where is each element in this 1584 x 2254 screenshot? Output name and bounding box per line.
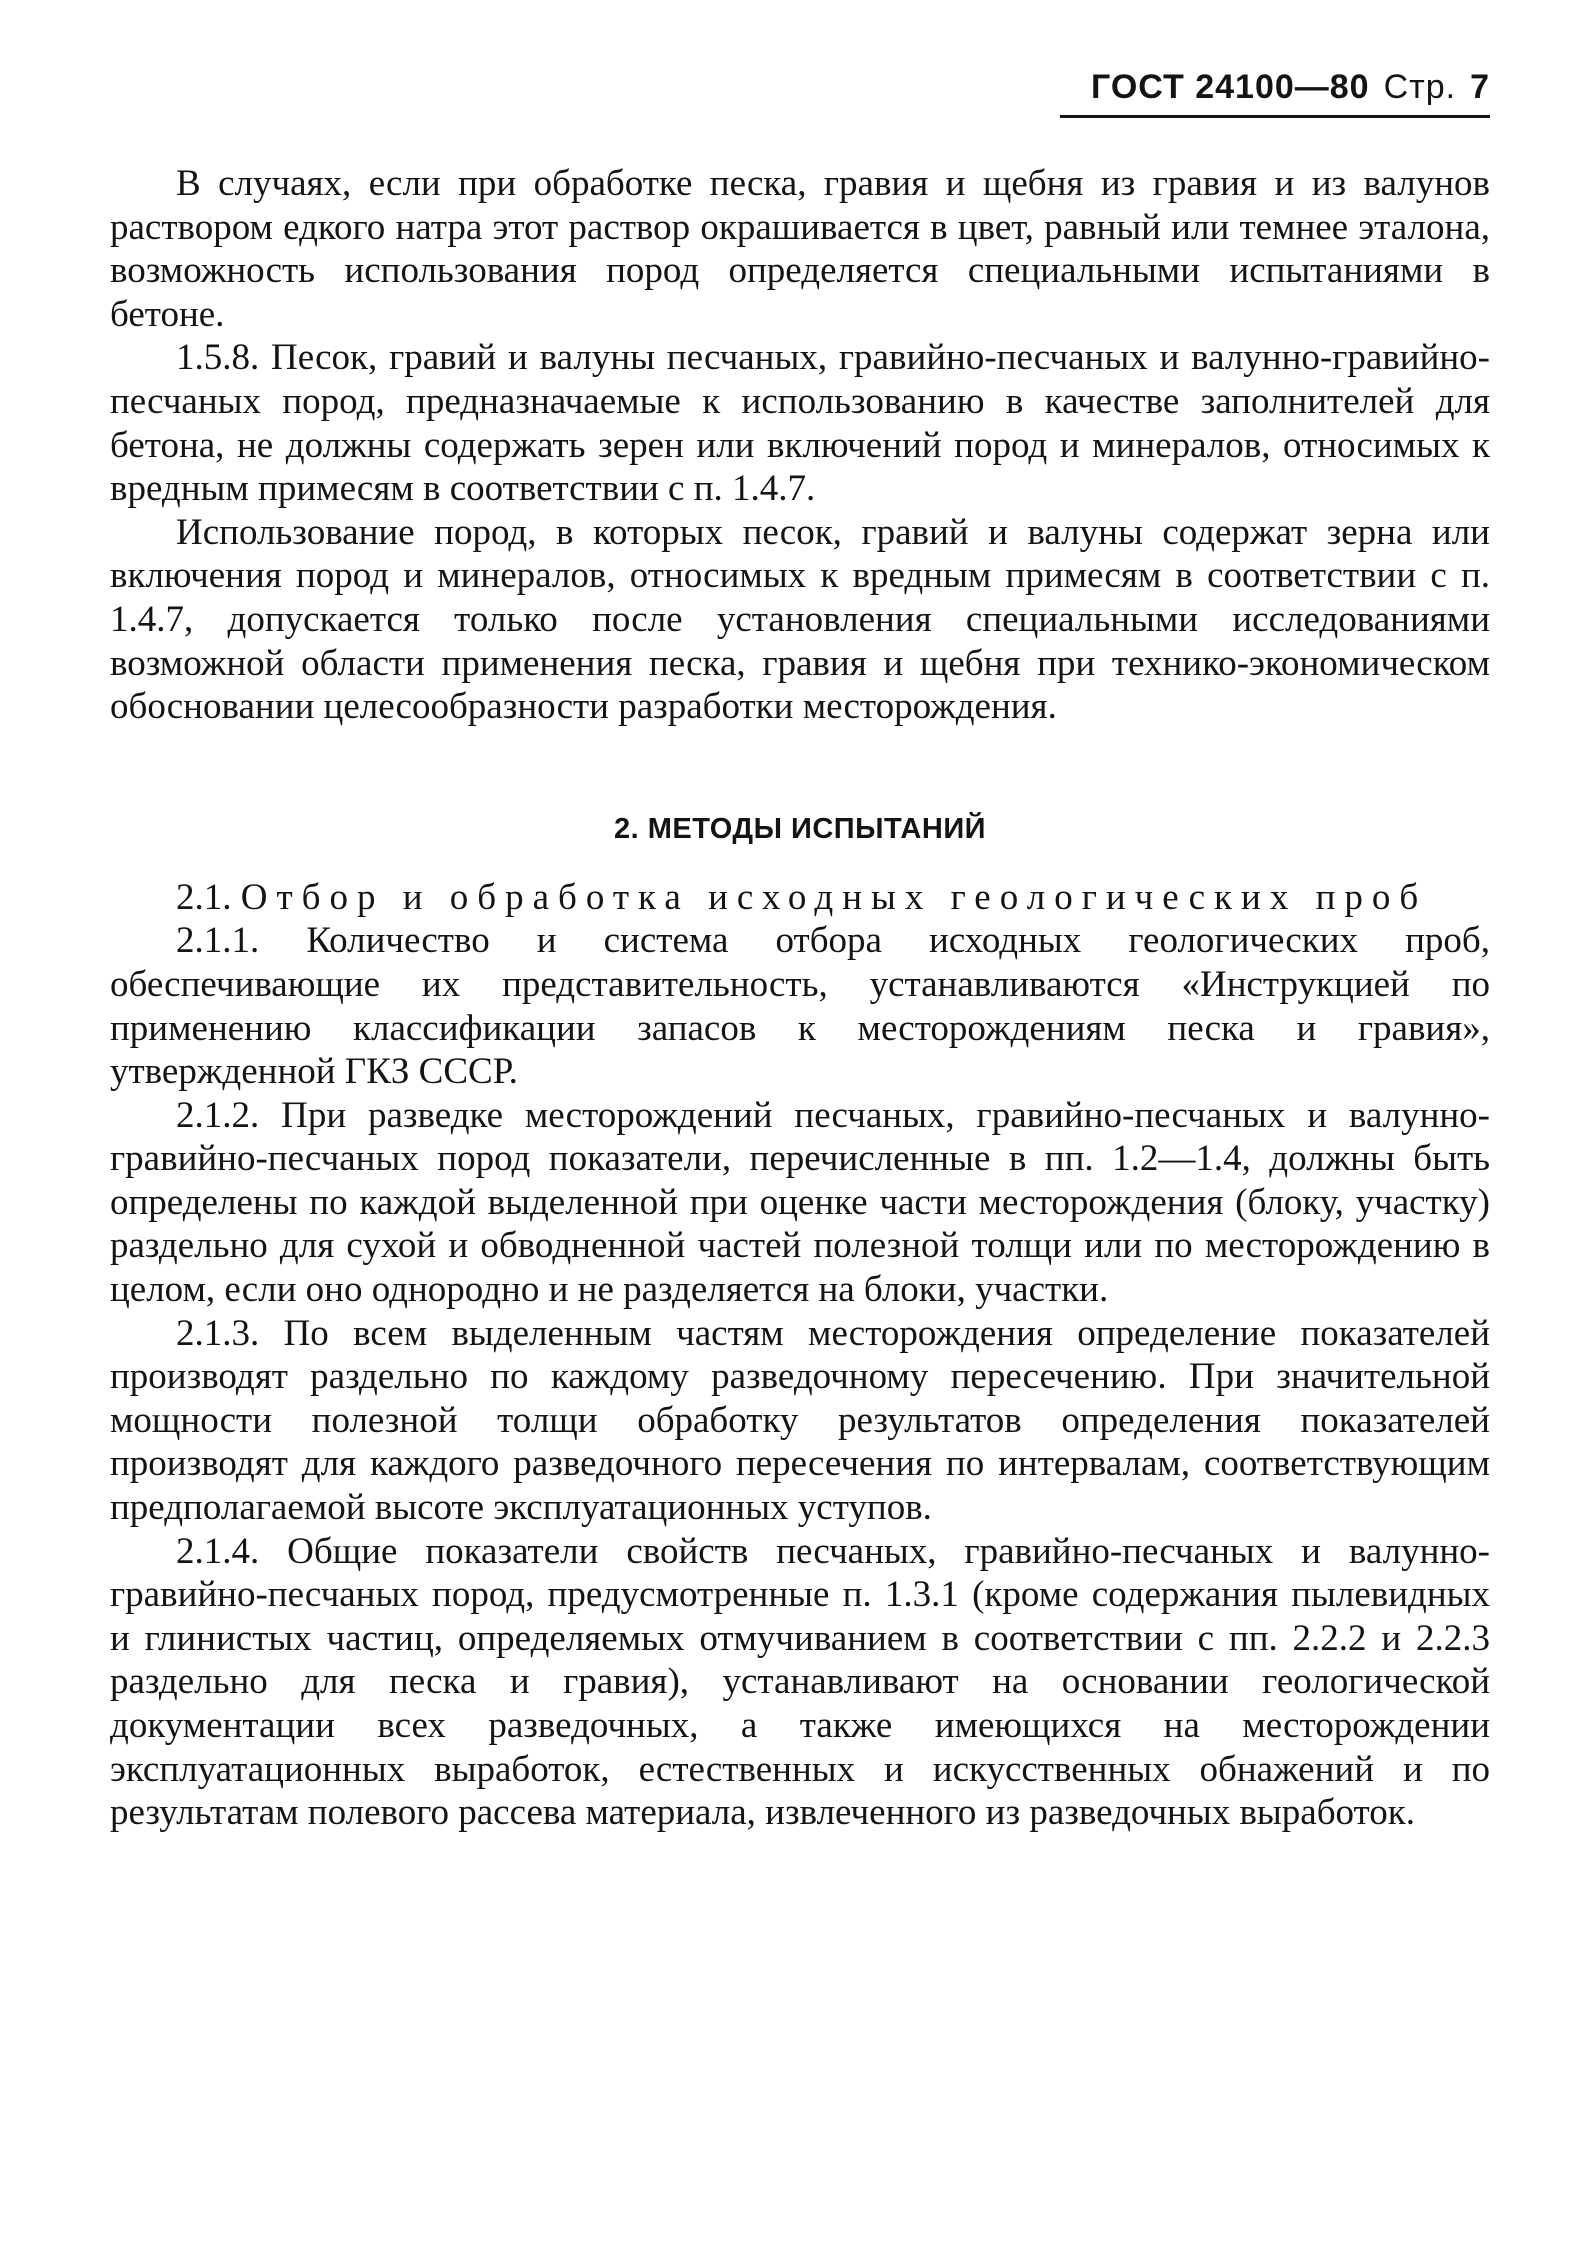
section-title: 2. МЕТОДЫ ИСПЫТАНИЙ: [614, 812, 986, 845]
paragraph: В случаях, если при обработке песка, гравия и щебня из гравия и из валунов раствором едкого натра этот раствор окрашивается в цвет, равный или темнее эталона, возможность использования пород определяется специальными испытаниями в бетоне.: [110, 163, 1490, 335]
document-body: [110, 162, 1490, 1835]
paragraph-2-1-2: 2.1.2. При разведке месторождений песчаных, гравийно-песчаных и валунно-гравийно-песчаных пород показатели, перечисленные в пп. 1.2—1.4, должны быть определены по каждой выделенной при оценке части месторождения (блоку, участку) раздельно для сухой и обводненной частей полезной толщи или по месторождению в целом, если оно однородно и не разделяется на блоки, участки.: [110, 1094, 1490, 1311]
subsection-heading: [110, 876, 1490, 920]
paragraph-2-1-1: 2.1.1. Количество и система отбора исходных геологических проб, обеспечивающие их представительность, устанавливаются «Инструкцией по применению классификации запасов к месторождениям песка и гравия», утвержденной ГКЗ СССР.: [110, 920, 1490, 1093]
paragraph: Использование пород, в которых песок, гравий и валуны содержат зерна или включения пород и минералов, относимых к вредным примесям в соответствии с п. 1.4.7, допускается только после установления специальными исследованиями возможной области применения песка, гравия и щебня при технико-экономическом обосновании целесообразности разработки месторождения.: [110, 511, 1490, 728]
standard-code: ГОСТ 24100—80: [1091, 68, 1370, 106]
page-number: 7: [1470, 68, 1490, 106]
page-label: Стр.: [1383, 68, 1457, 106]
paragraph-2-1-4: 2.1.4. Общие показатели свойств песчаных, гравийно-песчаных и валунно-гравийно-песчаных пород, предусмотренные п. 1.3.1 (кроме содержания пылевидных и глинистых частиц, определяемых отмучиванием в соответствии с пп. 2.2.2 и 2.2.3 раздельно для песка и гравия), устанавливают на основании геологической документации всех разведочных, а также имеющихся на месторождении эксплуатационных выработок, естественных и искусственных обнажений и по результатам полевого рассева материала, извлеченного из разведочных выработок.: [110, 1530, 1490, 1834]
paragraph-1-5-8: 1.5.8. Песок, гравий и валуны песчаных, гравийно-песчаных и валунно-гравийно-песчаных пород, предназначаемые к использованию в качестве заполнителей для бетона, не должны содержать зерен или включений пород и минералов, относимых к вредным примесям в соответствии с п. 1.4.7.: [110, 337, 1490, 510]
paragraph-2-1-3: 2.1.3. По всем выделенным частям месторождения определение показателей производят раздельно по каждому разведочному пересечению. При значительной мощности полезной толщи обработку результатов определения показателей производят для каждого разведочного пересечения по интервалам, соответствующим предполагаемой высоте эксплуатационных уступов.: [110, 1312, 1490, 1529]
page-header: [1060, 68, 1490, 118]
subsection-title: Отбор и обработка исходных геологических проб: [240, 876, 1428, 918]
subsection-number: 2.1.: [176, 876, 232, 918]
